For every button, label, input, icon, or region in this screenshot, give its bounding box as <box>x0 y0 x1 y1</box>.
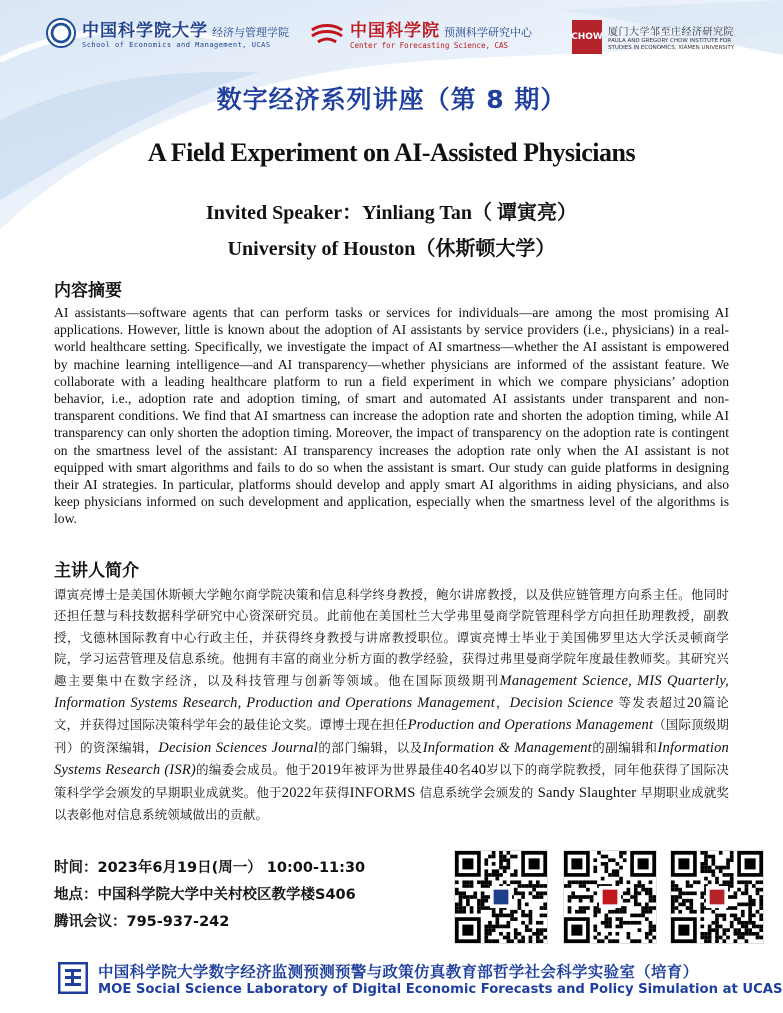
affiliation-line: University of Houston（休斯顿大学） <box>227 238 556 260</box>
bio-part: 等发表超过 <box>613 695 687 711</box>
bio-journal: Information Systems Research (ISR) <box>54 739 730 779</box>
bio-part: 年获得 <box>311 784 350 800</box>
ucas-logo-en: School of Economics and Management, UCAS <box>82 41 271 49</box>
bio-text <box>54 584 729 825</box>
qr-code-icon[interactable] <box>454 850 548 944</box>
bio-number: 20 <box>686 695 702 712</box>
bio-journal: Information & Management <box>422 739 592 756</box>
bio-journal: Management Science, MIS Quarterly, Information Systems Research, Production and Operations Management <box>54 672 729 712</box>
bio-part: 岁以下的商学院教授，同年他获得了国际决策科学学会颁发的早期职业成就奖。他于 <box>54 762 729 800</box>
xmu-chow-logo <box>572 20 734 54</box>
cas-logo-cn: 中国科学院 <box>350 21 440 41</box>
ucas-seal-icon <box>46 18 76 48</box>
cas-logo-cn-sub: 预测科学研究中心 <box>444 26 532 39</box>
series-title: 数字经济系列讲座（第 8 期） <box>216 85 567 114</box>
bio-journal: Production and Operations Management <box>407 717 654 734</box>
abstract-heading: 内容摘要 <box>54 281 122 301</box>
ucas-sem-logo <box>46 16 289 49</box>
bio-number: Sandy Slaughter <box>537 784 637 801</box>
cas-logo-icon <box>310 22 344 44</box>
event-time: 时间：2023年6月19日(周一） 10:00-11:30 <box>54 860 366 876</box>
ucas-logo-cn: 中国科学院大学 <box>82 21 208 41</box>
event-location: 地点：中国科学院大学中关村校区教学楼S406 <box>54 887 356 903</box>
bio-number: 40 <box>471 762 487 779</box>
bio-part: 信息系统学会颁发的 <box>415 784 538 800</box>
cas-logo-en: Center for Forecasting Science, CAS <box>350 41 509 50</box>
speaker-line: Invited Speaker：Yinliang Tan（ 谭寅亮） <box>205 202 577 224</box>
chow-logo-icon: CHOW <box>572 20 602 54</box>
bio-part: 谭寅亮博士是美国休斯顿大学鲍尔商学院决策和信息科学终身教授，鲍尔讲席教授，以及供应链管理方向系主任。他同时还担任慧与科技数据科学研究中心资深研究员。此前他在美国杜兰大学弗里曼商学院管理科学方向担任助理教授，副教授，戈德林国际教育中心行政主任，并获得终身教授与讲席教授职位。谭寅亮博士毕业于美国佛罗里达大学沃灵顿商学院，学习运营管理及信息系统。他拥有丰富的商业分析方面的教学经验，获得过弗里曼商学院年度最佳教师奖。其研究兴趣主要集中在数字经济，以及科技管理与创新等领域。他在国际顶级期刊 <box>54 587 729 688</box>
bio-number: 2022 <box>281 784 312 801</box>
bio-part: 年被评为世界最佳 <box>340 762 444 778</box>
footer-lab-name-en: MOE Social Science Laboratory of Digital Economic Forecasts and Policy Simulation at UCAS <box>98 982 783 997</box>
bio-part: 的副编辑和 <box>591 739 658 755</box>
bio-number: INFORMS <box>349 784 416 801</box>
bio-part: 早期职业成就奖以表彰他对信息系统领域做出的贡献。 <box>54 784 729 823</box>
chow-logo-cn: 厦门大学邹至庄经济研究院 <box>608 26 734 38</box>
chow-logo-en-1: PAULA AND GREGORY CHOW INSTITUTE FOR <box>608 37 732 44</box>
bio-part: 名 <box>458 762 472 778</box>
qr-code-icon[interactable] <box>670 850 764 944</box>
bio-part: 篇论文，并获得过国际决策科学年会的最佳论文奖。谭博士现在担任 <box>54 695 730 733</box>
footer-lab-banner <box>0 952 783 1013</box>
header-logos <box>0 0 783 70</box>
chow-logo-en-2: STUDIES IN ECONOMICS, XIAMEN UNIVERSITY <box>608 44 735 51</box>
bio-journal: Decision Science <box>509 695 614 712</box>
qr-code-icon[interactable] <box>563 850 657 944</box>
talk-title: A Field Experiment on AI-Assisted Physicians <box>147 138 636 167</box>
bio-journal: Decision Sciences Journal <box>158 739 318 756</box>
bio-part: 的编委会成员。他于 <box>195 762 312 778</box>
bio-number: 40 <box>443 762 459 779</box>
abstract-text: AI assistants—software agents that can perform tasks or services for individuals—are among the most promising AI applications. However, little is known about the adoption of AI assistants by service providers (i.e., physicians) in a real-world healthcare setting. Specifically, we investigate the impact of AI smartness—whether the AI assistant is empowered by machine learning intelligence—and AI transparency—whether physicians are informed of the assistant feature. We collaborate with a leading healthcare platform to run a field experiment in which we compare physicians’ adoption behavior, i.e., adoption rate and adoption timing, of smart and automated AI assistants under transparent and non-transparent conditions. We find that AI smartness can increase the adoption rate and shorten the adoption timing, while AI transparency can only shorten the adoption timing. Moreover, the impact of transparency on the adoption rate is contingent on the smartness level of the assistant: AI transparency increases the adoption rate only when the AI assistant is not equipped with smart algorithms and fails to do so when the assistant is smart. Our study can guide platforms in designing their AI strategies. In particular, platforms should develop and apply smart AI algorithms in aiding physicians, and also keep physicians informed on such development and application, especially when the smartness level of the algorithms is low. <box>54 305 729 527</box>
tencent-meeting-id[interactable]: 腾讯会议：795-937-242 <box>54 914 230 930</box>
bio-part: 的部门编辑，以及 <box>317 739 423 755</box>
lab-logo-icon <box>58 962 88 994</box>
bio-part: ， <box>494 695 510 711</box>
ucas-logo-cn-sub: 经济与管理学院 <box>212 26 289 39</box>
bio-number: 2019 <box>311 762 341 779</box>
cas-cfs-logo <box>310 16 532 50</box>
bio-heading: 主讲人简介 <box>54 561 139 581</box>
footer-lab-name-cn: 中国科学院大学数字经济监测预测预警与政策仿真教育部哲学社会科学实验室（培育） <box>98 963 699 981</box>
bio-part: （国际顶级期刊）的资深编辑， <box>54 717 730 755</box>
